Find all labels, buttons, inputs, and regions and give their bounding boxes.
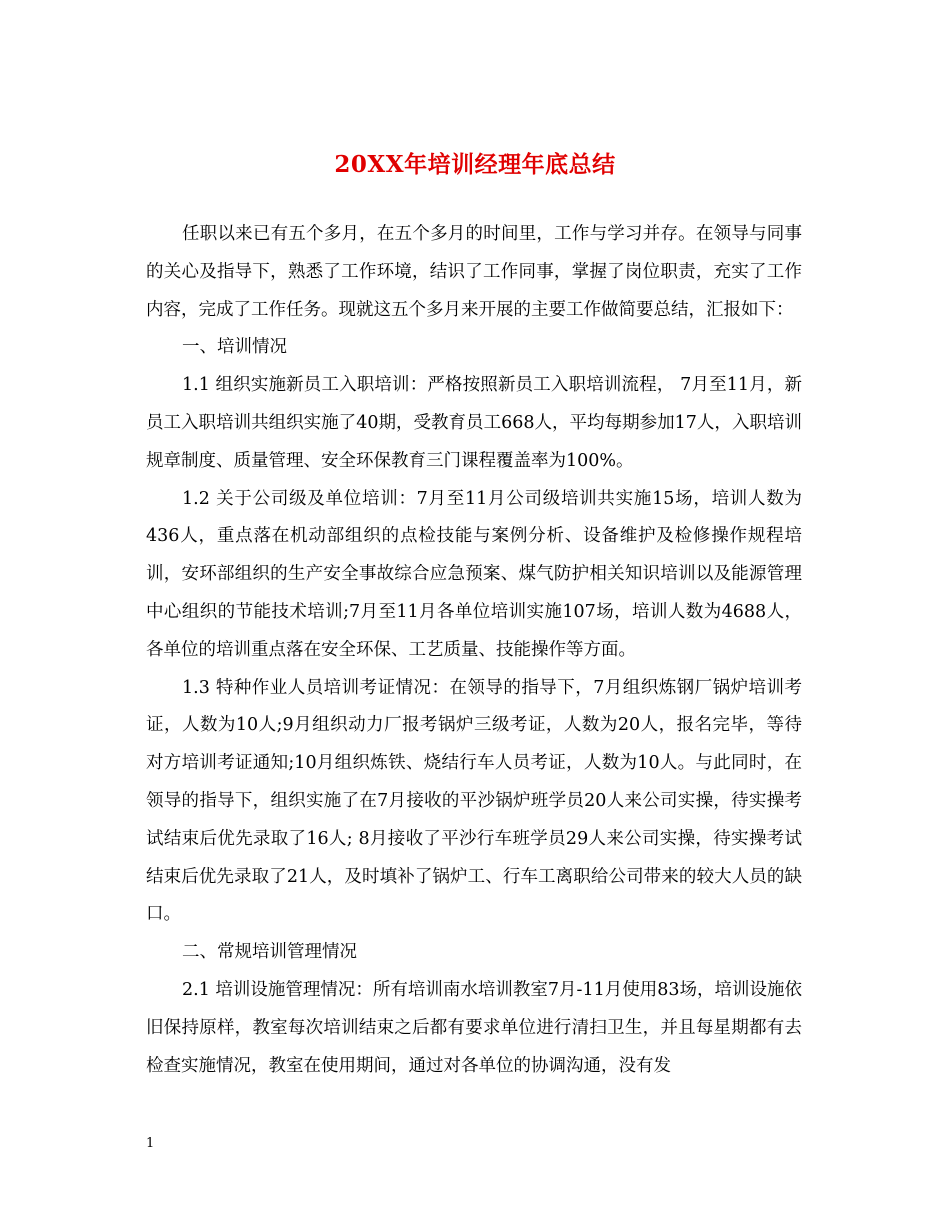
paragraph-1-1: 1.1 组织实施新员工入职培训：严格按照新员工入职培训流程， 7月至11月，新员工入职培训共组织实施了40期，受教育员工668人，平均每期参加17人，入职培训规章制度、质量管理、安全环保教育三门课程覆盖率为100%。 (146, 375, 802, 471)
page-number: 1 (146, 1136, 155, 1151)
document-body (146, 216, 802, 1085)
paragraph-2-1: 2.1 培训设施管理情况：所有培训南水培训教室7月-11月使用83场，培训设施依旧保持原样，教室每次培训结束之后都有要求单位进行清扫卫生，并且每星期都有去检查实施情况，教室在使用期间，通过对各单位的协调沟通，没有发 (146, 979, 802, 1076)
paragraph-1-2: 1.2 关于公司级及单位培训：7月至11月公司级培训共实施15场，培训人数为436人，重点落在机动部组织的点检技能与案例分析、设备维护及检修操作规程培训，安环部组织的生产安全事故综合应急预案、煤气防护相关知识培训以及能源管理中心组织的节能技术培训;7月至11月各单位培训实施107场，培训人数为4688人，各单位的培训重点落在安全环保、工艺质量、技能操作等方面。 (146, 488, 802, 660)
document-title: 20XX年培训经理年底总结 (334, 151, 616, 178)
section-heading-routine-management: 二、常规培训管理情况 (182, 942, 357, 963)
paragraph-1-3: 1.3 特种作业人员培训考证情况：在领导的指导下，7月组织炼钢厂锅炉培训考证，人数为10人;9月组织动力厂报考锅炉三级考证，人数为20人，报名完毕，等待对方培训考证通知;10月组织炼铁、烧结行车人员考证，人数为10人。与此同时，在领导的指导下，组织实施了在7月接收的平沙锅炉班学员20人来公司实操，待实操考试结束后优先录取了16人; 8月接收了平沙行车班学员29人来公司实操，待实操考试结束后优先录取了21人，及时填补了锅炉工、行车工离职给公司带来的较大人员的缺口。 (146, 677, 802, 925)
paragraph-intro: 任职以来已有五个多月，在五个多月的时间里，工作与学习并存。在领导与同事的关心及指导下，熟悉了工作环境，结识了工作同事，掌握了岗位职责，充实了工作内容，完成了工作任务。现就这五个多月来开展的主要工作做简要总结，汇报如下： (146, 224, 802, 320)
section-heading-training: 一、培训情况 (182, 337, 287, 358)
